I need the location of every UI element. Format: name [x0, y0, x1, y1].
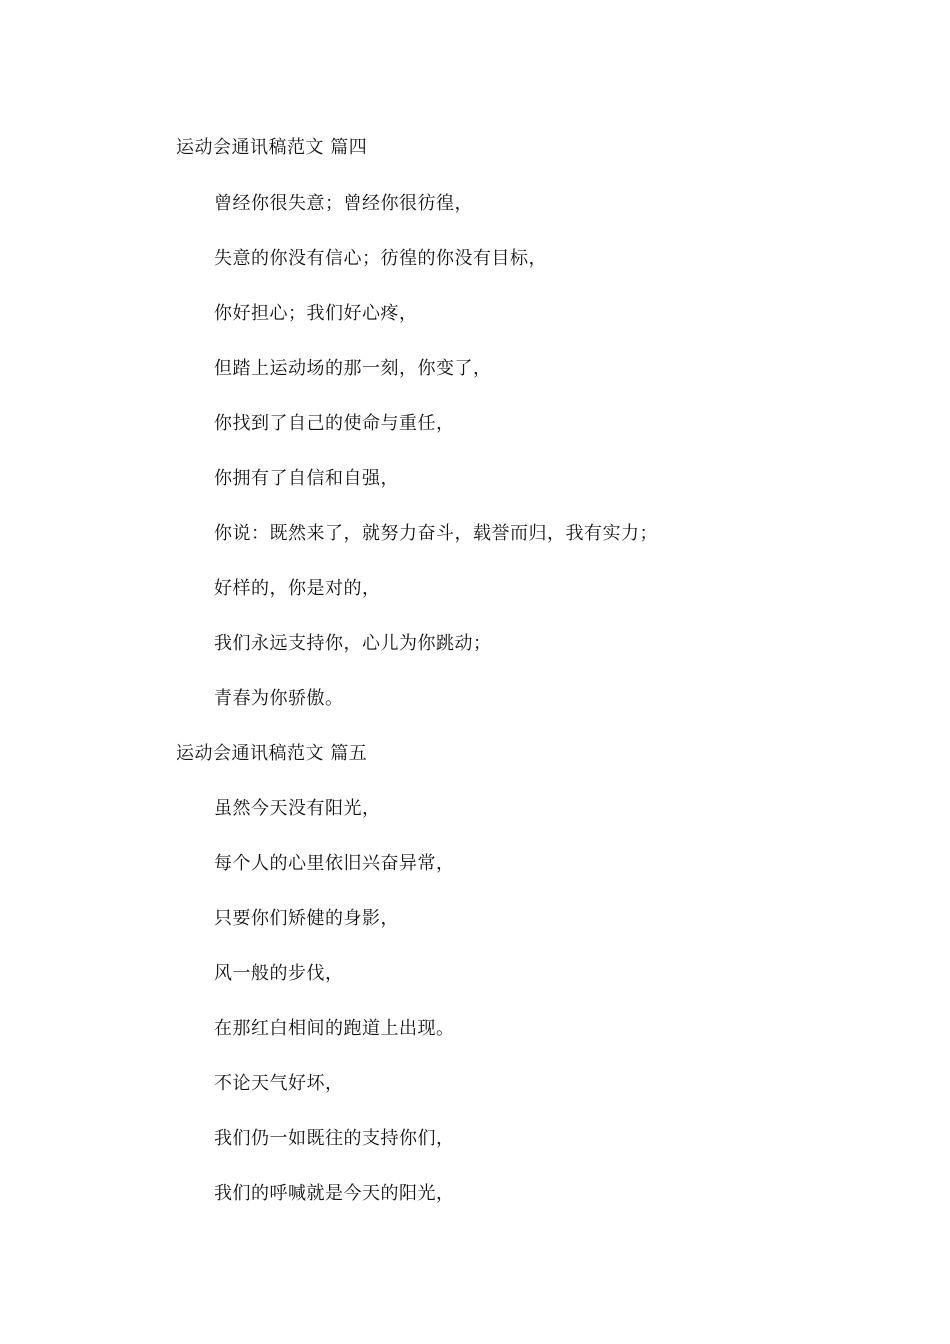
verse-line: 你找到了自己的使命与重任，	[214, 413, 455, 434]
section-heading-5: 运动会通讯稿范文 篇五	[176, 743, 368, 764]
verse-line: 失意的你没有信心；彷徨的你没有目标，	[214, 248, 547, 269]
verse-line: 青春为你骄傲。	[214, 688, 344, 709]
verse-line: 我们永远支持你，心儿为你跳动；	[214, 633, 492, 654]
verse-line: 你说：既然来了，就努力奋斗，载誉而归，我有实力；	[214, 523, 658, 544]
verse-line: 每个人的心里依旧兴奋异常，	[214, 853, 455, 874]
section-heading-4: 运动会通讯稿范文 篇四	[176, 137, 368, 158]
verse-line: 好样的，你是对的，	[214, 578, 381, 599]
verse-line: 我们的呼喊就是今天的阳光，	[214, 1183, 455, 1204]
verse-line: 风一般的步伐，	[214, 963, 344, 984]
verse-line: 虽然今天没有阳光，	[214, 798, 381, 819]
verse-line: 你好担心；我们好心疼，	[214, 303, 418, 324]
verse-line: 我们仍一如既往的支持你们，	[214, 1128, 455, 1149]
verse-line: 只要你们矫健的身影，	[214, 908, 399, 929]
verse-line: 但踏上运动场的那一刻，你变了，	[214, 358, 492, 379]
verse-line: 你拥有了自信和自强，	[214, 468, 399, 489]
verse-line: 曾经你很失意；曾经你很彷徨，	[214, 193, 473, 214]
verse-line: 不论天气好坏，	[214, 1073, 344, 1094]
verse-line: 在那红白相间的跑道上出现。	[214, 1018, 455, 1039]
